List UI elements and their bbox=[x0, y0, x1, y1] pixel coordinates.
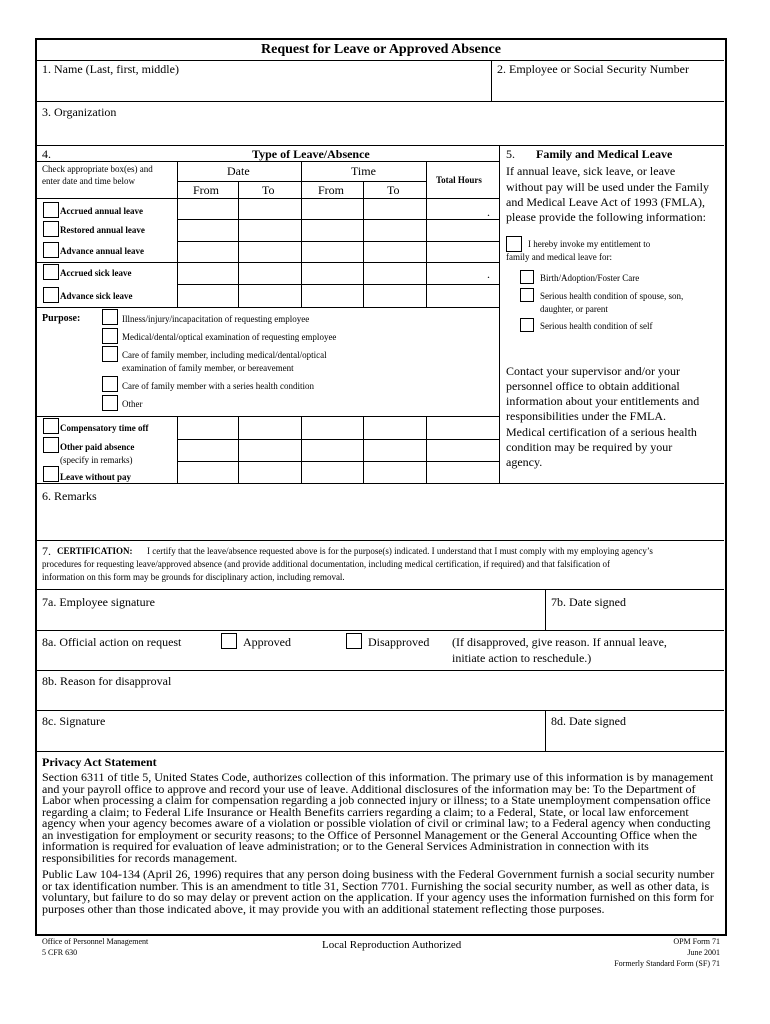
accrued-sick-label: Accrued sick leave bbox=[60, 268, 132, 278]
grid-line bbox=[363, 181, 364, 307]
divider bbox=[36, 630, 724, 631]
grid-line bbox=[177, 241, 499, 242]
grid-line bbox=[301, 416, 302, 483]
purpose-serious-label: Care of family member with a series health condition bbox=[122, 381, 314, 391]
remarks-field[interactable]: 6. Remarks bbox=[42, 489, 97, 503]
privacy-paragraph-1: Section 6311 of title 5, United States Code, authorizes collection of this information. The primary use of this information is by management and your payroll office to approve and record your use of leave. Additional disclosures of the information may be: To the Department of Labor when processing a claim for compensation regarding a job connected injury or illness; to a State unemployment compensation office regarding a claim; to Federal Life Insurance or Health Benefits carriers regarding a claim; to a Federal, State, or local law enforcement agency when your agency becomes aware of a violation or possible violation of civil or criminal law; to a Federal agency when conducting an investigation for employment or security reasons; to the Office of Personnel Management or the General Accounting Office when the information is required for evaluation of leave administration; or to the General Services Administration in connection with its responsibilities for records management. bbox=[42, 770, 714, 865]
grid-line bbox=[177, 416, 178, 483]
restored-annual-label: Restored annual leave bbox=[60, 225, 145, 235]
name-field[interactable]: 1. Name (Last, first, middle) bbox=[42, 62, 179, 76]
fmla-birth-checkbox[interactable] bbox=[520, 270, 534, 284]
privacy-title: Privacy Act Statement bbox=[42, 755, 157, 769]
employee-signature-field[interactable]: 7a. Employee signature bbox=[42, 595, 155, 609]
fmla-invoke-label: I hereby invoke my entitlement to bbox=[528, 239, 651, 249]
time-to-header: To bbox=[387, 183, 400, 197]
divider bbox=[36, 751, 724, 752]
cert-text: procedures for requesting leave/approved absence (and provide additional documentation, including medical certification, if required) and that falsification of bbox=[42, 559, 611, 569]
privacy-paragraph-2: Public Law 104-134 (April 26, 1996) requires that any person doing business with the Federal Government furnish a social security number or tax identification number. This is an amendment to title 31, Section 7701. Furnishing the social security number, as well as other data, is voluntary, but failure to do so may delay or prevent action on the application. If your agency uses the information furnished on this form for purposes other than those indicated above, it may provide you with an additional statement reflecting those purposes. bbox=[42, 867, 715, 916]
decimal-dot: . bbox=[487, 267, 490, 281]
fmla-spouse-label: Serious health condition of spouse, son, bbox=[540, 291, 684, 301]
fmla-spouse-label: daughter, or parent bbox=[540, 304, 608, 314]
footer-form: OPM Form 71 bbox=[673, 937, 720, 946]
section-4-number: 4. bbox=[42, 147, 51, 161]
ssn-field[interactable]: 2. Employee or Social Security Number bbox=[497, 62, 689, 76]
fmla-spouse-checkbox[interactable] bbox=[520, 288, 534, 302]
time-from-header: From bbox=[318, 183, 345, 197]
purpose-care-label: Care of family member, including medical/dental/optical bbox=[122, 350, 327, 360]
divider bbox=[36, 483, 724, 484]
divider bbox=[545, 710, 546, 751]
grid-line bbox=[301, 161, 302, 307]
form-title: Request for Leave or Approved Absence bbox=[261, 42, 501, 57]
other-paid-checkbox[interactable] bbox=[43, 437, 59, 453]
purpose-medical-checkbox[interactable] bbox=[102, 328, 118, 344]
cert-number: 7. bbox=[42, 544, 51, 558]
footer-local-reproduction: Local Reproduction Authorized bbox=[322, 939, 462, 951]
purpose-care-checkbox[interactable] bbox=[102, 346, 118, 362]
grid-line bbox=[238, 416, 239, 483]
fmla-contact: responsibilities under the FMLA. bbox=[506, 409, 666, 423]
grid-line bbox=[238, 181, 239, 307]
type-of-leave-header: Type of Leave/Absence bbox=[252, 147, 370, 161]
fmla-intro: without pay will be used under the Family bbox=[506, 180, 709, 194]
total-hours-header: Total Hours bbox=[436, 175, 482, 185]
fmla-contact: agency. bbox=[506, 455, 543, 469]
grid-line bbox=[177, 439, 499, 440]
purpose-other-label: Other bbox=[122, 399, 143, 409]
advance-sick-label: Advance sick leave bbox=[60, 291, 133, 301]
grid-line bbox=[426, 416, 427, 483]
approved-checkbox[interactable] bbox=[221, 633, 237, 649]
section-5-number: 5. bbox=[506, 147, 515, 161]
date-header: Date bbox=[227, 164, 250, 178]
grid-line bbox=[177, 219, 499, 220]
fmla-birth-label: Birth/Adoption/Foster Care bbox=[540, 273, 640, 283]
fmla-header: Family and Medical Leave bbox=[536, 147, 673, 161]
grid-line bbox=[36, 307, 499, 308]
comp-time-label: Compensatory time off bbox=[60, 423, 149, 433]
fmla-self-checkbox[interactable] bbox=[520, 318, 534, 332]
grid-line bbox=[177, 461, 499, 462]
grid-line bbox=[363, 416, 364, 483]
disapproved-checkbox[interactable] bbox=[346, 633, 362, 649]
divider bbox=[491, 60, 492, 101]
cert-text: information on this form may be grounds for disciplinary action, including removal. bbox=[42, 572, 345, 582]
divider bbox=[36, 101, 724, 102]
footer-formerly: Formerly Standard Form (SF) 71 bbox=[614, 959, 720, 968]
divider bbox=[36, 161, 499, 162]
divider bbox=[36, 710, 724, 711]
divider bbox=[499, 145, 500, 483]
fmla-intro: please provide the following information: bbox=[506, 210, 706, 224]
fmla-self-label: Serious health condition of self bbox=[540, 321, 653, 331]
cert-text: I certify that the leave/absence requested above is for the purpose(s) indicated. I understand that I must comply with my employing agency’s bbox=[147, 546, 653, 556]
disapproval-note: initiate action to reschedule.) bbox=[452, 651, 592, 665]
fmla-intro: and Medical Leave Act of 1993 (FMLA), bbox=[506, 195, 705, 209]
other-paid-label: Other paid absence bbox=[60, 442, 135, 452]
footer-date: June 2001 bbox=[687, 948, 720, 957]
purpose-illness-label: Illness/injury/incapacitation of requesting employee bbox=[122, 314, 310, 324]
specify-label: (specify in remarks) bbox=[60, 455, 133, 465]
divider bbox=[36, 540, 724, 541]
grid-line bbox=[177, 284, 499, 285]
lwop-label: Leave without pay bbox=[60, 472, 132, 482]
fmla-contact: information about your entitlements and bbox=[506, 394, 700, 408]
purpose-medical-label: Medical/dental/optical examination of requesting employee bbox=[122, 332, 337, 342]
advance-annual-checkbox[interactable] bbox=[43, 242, 59, 258]
footer-opm: Office of Personnel Management bbox=[42, 937, 149, 946]
date-signed-8d-field[interactable]: 8d. Date signed bbox=[551, 714, 626, 728]
grid-line bbox=[36, 262, 499, 263]
official-action-label: 8a. Official action on request bbox=[42, 635, 182, 649]
decimal-dot: . bbox=[487, 205, 490, 219]
advance-sick-checkbox[interactable] bbox=[43, 287, 59, 303]
divider bbox=[545, 589, 546, 630]
accrued-annual-checkbox[interactable] bbox=[43, 202, 59, 218]
grid-line bbox=[36, 198, 499, 199]
footer-cfr: 5 CFR 630 bbox=[42, 948, 78, 957]
fmla-contact: Medical certification of a serious health bbox=[506, 425, 697, 439]
purpose-care-label: examination of family member, or bereavement bbox=[122, 363, 294, 373]
fmla-intro: If annual leave, sick leave, or leave bbox=[506, 164, 676, 178]
purpose-label: Purpose: bbox=[42, 313, 81, 324]
disapproval-note: (If disapproved, give reason. If annual leave, bbox=[452, 635, 667, 649]
reason-field[interactable]: 8b. Reason for disapproval bbox=[42, 674, 172, 688]
restored-annual-checkbox[interactable] bbox=[43, 221, 59, 237]
cert-label: CERTIFICATION: bbox=[57, 546, 133, 556]
divider bbox=[36, 589, 724, 590]
signature-field[interactable]: 8c. Signature bbox=[42, 714, 106, 728]
divider bbox=[36, 60, 724, 61]
purpose-other-checkbox[interactable] bbox=[102, 395, 118, 411]
divider bbox=[36, 670, 724, 671]
date-from-header: From bbox=[193, 183, 220, 197]
fmla-invoke-label: family and medical leave for: bbox=[506, 252, 612, 262]
organization-field[interactable]: 3. Organization bbox=[42, 105, 117, 119]
grid-line bbox=[36, 416, 499, 417]
approved-label: Approved bbox=[243, 635, 291, 649]
advance-annual-label: Advance annual leave bbox=[60, 246, 145, 256]
lwop-checkbox[interactable] bbox=[43, 466, 59, 482]
disapproved-label: Disapproved bbox=[368, 635, 430, 649]
purpose-illness-checkbox[interactable] bbox=[102, 309, 118, 325]
divider bbox=[36, 145, 724, 146]
purpose-serious-checkbox[interactable] bbox=[102, 376, 118, 392]
time-header: Time bbox=[351, 164, 376, 178]
fmla-contact: condition may be required by your bbox=[506, 440, 673, 454]
instruction-text: enter date and time below bbox=[42, 176, 135, 186]
grid-line bbox=[177, 161, 178, 307]
instruction-text: Check appropriate box(es) and bbox=[42, 164, 153, 174]
date-to-header: To bbox=[262, 183, 275, 197]
fmla-contact: personnel office to obtain additional bbox=[506, 379, 680, 393]
date-signed-field[interactable]: 7b. Date signed bbox=[551, 595, 626, 609]
accrued-sick-checkbox[interactable] bbox=[43, 264, 59, 280]
accrued-annual-label: Accrued annual leave bbox=[60, 206, 143, 216]
grid-line bbox=[426, 161, 427, 307]
comp-time-checkbox[interactable] bbox=[43, 418, 59, 434]
fmla-contact: Contact your supervisor and/or your bbox=[506, 364, 680, 378]
fmla-invoke-checkbox[interactable] bbox=[506, 236, 522, 252]
